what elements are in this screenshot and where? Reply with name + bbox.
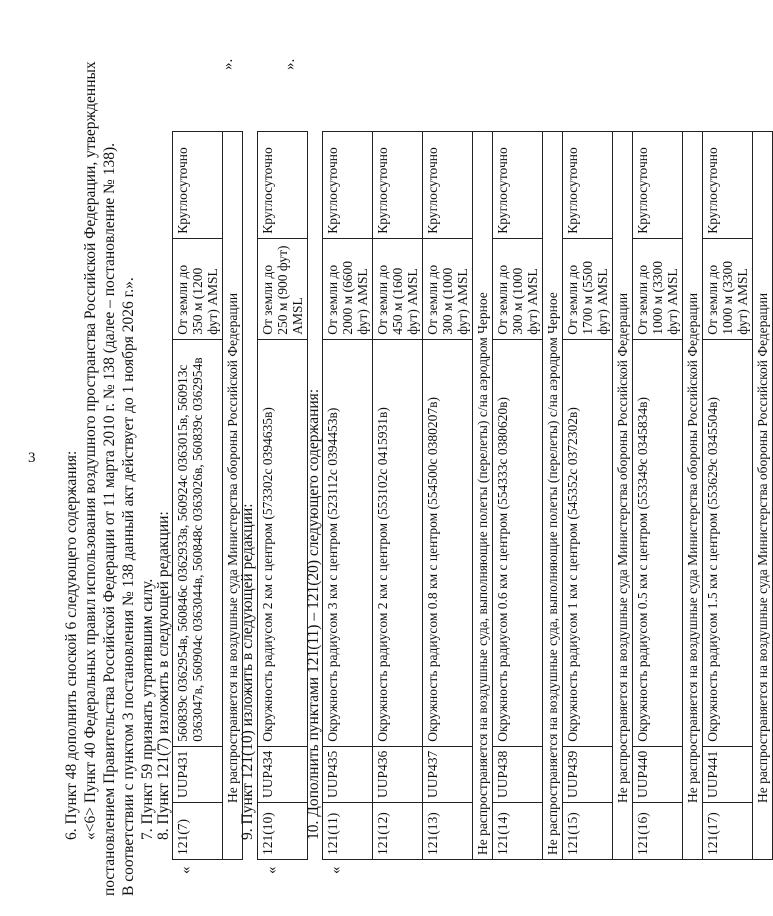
zone-boundary: Окружность радиусом 3 км с центром (523112с 0394453в) xyxy=(323,339,373,746)
table-items-121-11-17 xyxy=(322,131,773,860)
quote-open-2: « xyxy=(264,866,280,874)
item-6-text: 6. Пункт 48 дополнить сноской 6 следующего содержания: xyxy=(63,450,80,840)
zone-altitude: От земли до 2000 м (6600 фут) AMSL xyxy=(323,238,373,339)
table-row xyxy=(703,131,753,859)
zone-note: Не распространяется на воздушные суда Министерства обороны Российской Федерации xyxy=(753,131,773,859)
table-row xyxy=(563,131,613,859)
table-row xyxy=(753,131,773,859)
zone-note: Не распространяется на воздушные суда Министерства обороны Российской Федерации xyxy=(223,131,243,859)
quote-open-3: « xyxy=(328,866,344,874)
zone-name: UUP438 xyxy=(493,746,543,802)
item-10-text: 10. Дополнить пунктами 121(11) – 121(20) следующего содержания: xyxy=(305,388,322,840)
zone-note: Не распространяется на воздушные суда Министерства обороны Российской Федерации xyxy=(613,131,633,859)
zone-time: Круглосуточно xyxy=(423,131,473,238)
zone-time: Круглосуточно xyxy=(703,131,753,238)
item-8-text: 8. Пункт 121(7) изложить в следующей редакции: xyxy=(155,511,172,840)
row-code: 121(16) xyxy=(633,803,683,860)
zone-boundary: Окружность радиусом 0.5 км с центром (553349с 0345834в) xyxy=(633,339,683,746)
table-row xyxy=(173,131,223,859)
row-code: 121(12) xyxy=(373,803,423,860)
zone-boundary: Окружность радиусом 1 км с центром (545352с 0372302в) xyxy=(563,339,613,746)
table-row xyxy=(683,131,703,859)
table-row xyxy=(493,131,543,859)
zone-note: Не распространяется на воздушные суда, выполняющие полеты (перелеты) с/на аэродром Черное xyxy=(473,131,493,859)
table-row xyxy=(423,131,473,859)
zone-time: Круглосуточно xyxy=(258,131,308,238)
zone-time: Круглосуточно xyxy=(173,131,223,238)
zone-altitude: От земли до 250 м (900 фут) AMSL xyxy=(258,238,308,339)
footnote-line-3: В соответствии с пунктом 3 постановления № 138 данный акт действует до 1 ноября 2026 г.». xyxy=(120,277,137,896)
table-item-121-10 xyxy=(257,131,308,860)
row-code: 121(10) xyxy=(258,803,308,860)
quote-open-1: « xyxy=(178,866,194,874)
zone-altitude: От земли до 300 м (1000 фут) AMSL xyxy=(493,238,543,339)
zone-name: UUP431 xyxy=(173,746,223,802)
rotated-page-content xyxy=(60,16,770,900)
zone-note: Не распространяется на воздушные суда Министерства обороны Российской Федерации xyxy=(683,131,703,859)
zone-boundary: Окружность радиусом 0.8 км с центром (554500с 0380207в) xyxy=(423,339,473,746)
page-number: 3 xyxy=(28,450,36,466)
zone-name: UUP439 xyxy=(563,746,613,802)
table-row xyxy=(373,131,423,859)
table-row xyxy=(543,131,563,859)
row-code: 121(7) xyxy=(173,803,223,860)
zone-boundary: Окружность радиусом 0.6 км с центром (554333с 0380620в) xyxy=(493,339,543,746)
item-9-text: 9. Пункт 121(10) изложить в следующей редакции: xyxy=(239,503,256,840)
table-row xyxy=(473,131,493,859)
zone-time: Круглосуточно xyxy=(563,131,613,238)
zone-time: Круглосуточно xyxy=(323,131,373,238)
zone-note: Не распространяется на воздушные суда, выполняющие полеты (перелеты) с/на аэродром Черное xyxy=(543,131,563,859)
zone-time: Круглосуточно xyxy=(633,131,683,238)
zone-boundary: Окружность радиусом 2 км с центром (553102с 0415931в) xyxy=(373,339,423,746)
zone-boundary: Окружность радиусом 1.5 км с центром (553629с 0345504в) xyxy=(703,339,753,746)
zone-altitude: От земли до 450 м (1600 фут) AMSL xyxy=(373,238,423,339)
footnote-line-2: постановлением Правительства Российской Федерации от 11 марта 2010 г. № 138 (далее – постановление № 138). xyxy=(101,143,118,896)
table-row xyxy=(323,131,373,859)
zone-time: Круглосуточно xyxy=(493,131,543,238)
zone-altitude: От земли до 300 м (1000 фут) AMSL xyxy=(423,238,473,339)
zone-name: UUP436 xyxy=(373,746,423,802)
zone-time: Круглосуточно xyxy=(373,131,423,238)
table-row xyxy=(633,131,683,859)
row-code: 121(14) xyxy=(493,803,543,860)
zone-name: UUP434 xyxy=(258,746,308,802)
footnote-line-1: «<6> Пункт 40 Федеральных правил использования воздушного пространства Российской Федерации, утвержденных xyxy=(82,61,99,840)
row-code: 121(13) xyxy=(423,803,473,860)
table-row xyxy=(613,131,633,859)
zone-altitude: От земли до 1000 м (3300 фут) AMSL xyxy=(703,238,753,339)
quote-close-1: ». xyxy=(220,58,236,70)
zone-altitude: От земли до 1000 м (3300 фут) AMSL xyxy=(633,238,683,339)
item-7-text: 7. Пункт 59 признать утратившим силу. xyxy=(139,578,156,840)
zone-boundary: Окружность радиусом 2 км с центром (573302с 0394635в) xyxy=(258,339,308,746)
row-code: 121(15) xyxy=(563,803,613,860)
row-code: 121(17) xyxy=(703,803,753,860)
table-row xyxy=(258,131,308,859)
zone-name: UUP437 xyxy=(423,746,473,802)
row-code: 121(11) xyxy=(323,803,373,860)
zone-name: UUP435 xyxy=(323,746,373,802)
table-item-121-7 xyxy=(172,131,243,860)
zone-name: UUP440 xyxy=(633,746,683,802)
zone-name: UUP441 xyxy=(703,746,753,802)
zone-boundary: 560839с 0362954в, 560846с 0362933в, 560924с 0363015в, 560913с 0363047в, 560904с 0363044в, 560848с 0363026в, 560839с 0362954в xyxy=(173,339,223,746)
zone-altitude: От земли до 1700 м (5500 фут) AMSL xyxy=(563,238,613,339)
zone-altitude: От земли до 350 м (1200 фут) AMSL xyxy=(173,238,223,339)
quote-close-2: ». xyxy=(282,58,298,70)
